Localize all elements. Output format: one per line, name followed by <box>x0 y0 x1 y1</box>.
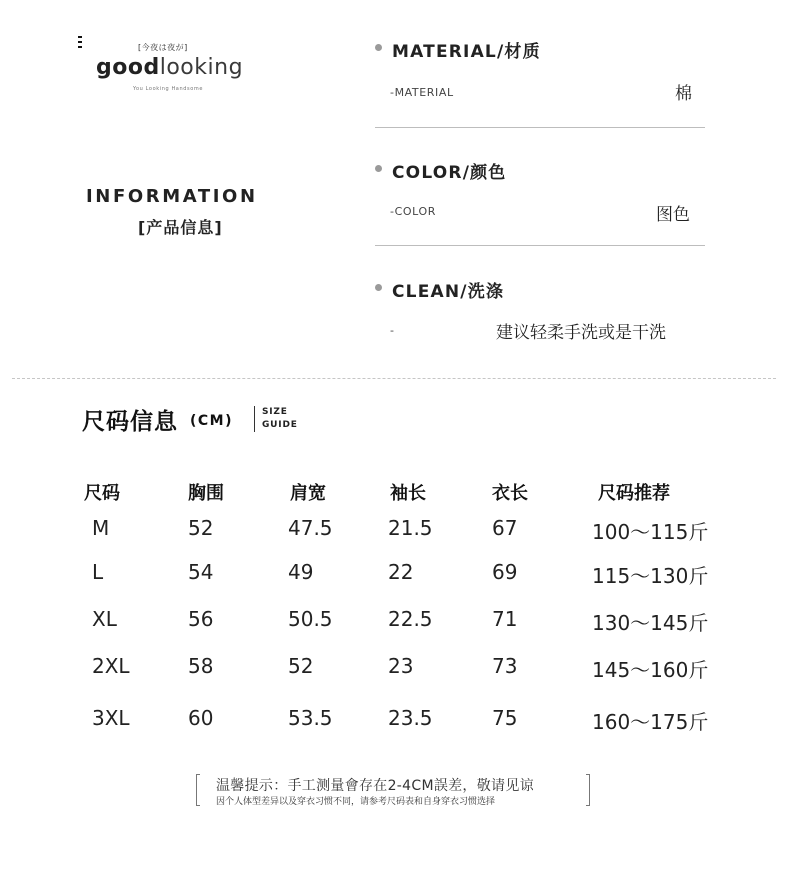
cell-sleeve: 21.5 <box>388 516 433 540</box>
clean-key: - <box>390 324 395 337</box>
cell-size: M <box>92 516 110 540</box>
cell-sleeve: 23.5 <box>388 706 433 730</box>
brand-name-bold: good <box>96 55 160 80</box>
cell-recommend: 145～160斤 <box>592 658 709 682</box>
bracket-right-icon <box>586 774 590 806</box>
header-size: 尺码 <box>84 483 120 504</box>
size-chart-title: 尺码信息 <box>82 409 178 435</box>
cell-sleeve: 23 <box>388 654 414 678</box>
size-guide-line1: SIZE <box>262 407 288 417</box>
bullet-icon <box>375 284 382 291</box>
menu-icon <box>78 36 84 48</box>
cell-length: 71 <box>492 607 518 631</box>
cell-shoulder: 49 <box>288 560 314 584</box>
cell-size: 3XL <box>92 706 130 730</box>
color-heading: COLOR/颜色 <box>392 163 507 183</box>
clean-value: 建议轻柔手洗或是干洗 <box>496 323 666 343</box>
header-chest: 胸围 <box>188 483 224 504</box>
cell-chest: 60 <box>188 706 214 730</box>
divider <box>375 245 705 246</box>
cell-shoulder: 53.5 <box>288 706 333 730</box>
cell-recommend: 160～175斤 <box>592 710 709 734</box>
cell-shoulder: 47.5 <box>288 516 333 540</box>
size-guide-label <box>262 406 298 432</box>
information-subtitle: [产品信息] <box>138 218 223 237</box>
cell-length: 75 <box>492 706 518 730</box>
cell-sleeve: 22.5 <box>388 607 433 631</box>
material-value: 棉 <box>675 84 692 104</box>
information-title: INFORMATION <box>86 186 258 207</box>
cell-recommend: 115～130斤 <box>592 564 709 588</box>
size-guide-line2: GUIDE <box>262 420 298 430</box>
color-value: 图色 <box>656 205 690 225</box>
notice-box <box>196 772 590 810</box>
cell-recommend: 130～145斤 <box>592 611 709 635</box>
brand-logo <box>96 55 243 80</box>
brand-subtitle: You Looking Handsome <box>133 86 204 92</box>
cell-sleeve: 22 <box>388 560 414 584</box>
cell-shoulder: 50.5 <box>288 607 333 631</box>
bracket-left-icon <box>196 774 200 806</box>
size-chart-unit: (CM) <box>190 413 234 429</box>
cell-length: 67 <box>492 516 518 540</box>
brand-name-light: looking <box>159 55 244 80</box>
cell-length: 73 <box>492 654 518 678</box>
cell-chest: 54 <box>188 560 214 584</box>
section-divider <box>12 378 776 379</box>
cell-chest: 56 <box>188 607 214 631</box>
material-heading: MATERIAL/材质 <box>392 42 541 62</box>
size-chart-separator <box>254 406 255 432</box>
header-shoulder: 肩宽 <box>290 483 326 504</box>
notice-line-2: 因个人体型差异以及穿衣习惯不同，请参考尺码表和自身穿衣习惯选择 <box>216 797 496 807</box>
cell-chest: 58 <box>188 654 214 678</box>
header-length: 衣长 <box>492 483 528 504</box>
clean-heading: CLEAN/洗涤 <box>392 282 505 302</box>
header-recommend: 尺码推荐 <box>598 483 670 504</box>
cell-shoulder: 52 <box>288 654 314 678</box>
bullet-icon <box>375 165 382 172</box>
header-sleeve: 袖长 <box>390 483 426 504</box>
cell-length: 69 <box>492 560 518 584</box>
notice-line-1: 温馨提示：手工测量會存在2-4CM誤差，敬请见谅 <box>216 778 534 794</box>
cell-chest: 52 <box>188 516 214 540</box>
divider <box>375 127 705 128</box>
brand-tagline: [今夜は夜が] <box>138 43 188 52</box>
color-key: -COLOR <box>390 205 436 218</box>
material-key: -MATERIAL <box>390 86 454 99</box>
cell-size: XL <box>92 607 117 631</box>
cell-size: 2XL <box>92 654 130 678</box>
bullet-icon <box>375 44 382 51</box>
cell-size: L <box>92 560 104 584</box>
cell-recommend: 100～115斤 <box>592 520 709 544</box>
